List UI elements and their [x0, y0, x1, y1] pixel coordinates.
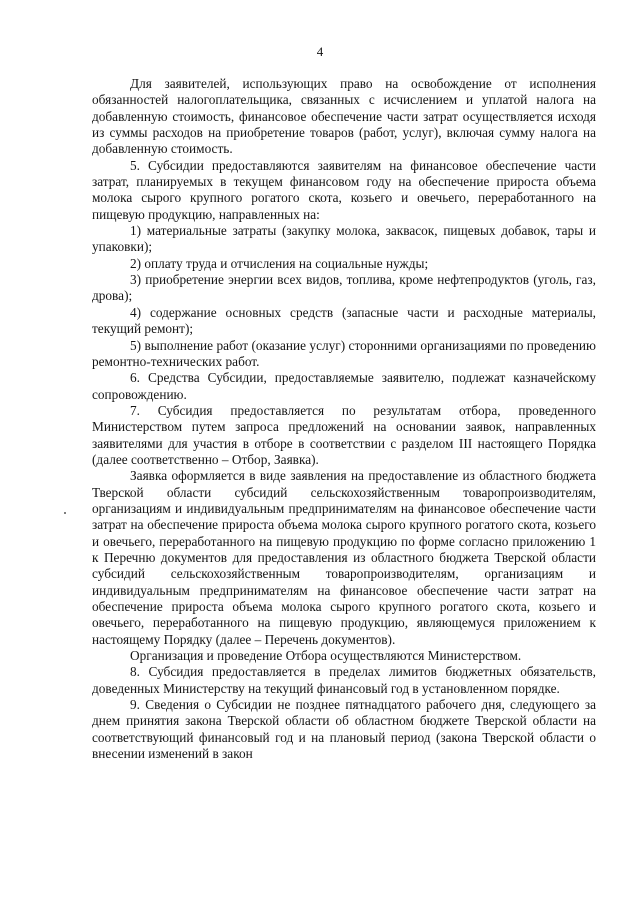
paragraph-subitem-4: 4) содержание основных средств (запасные части и расходные материалы, текущий ремонт);	[92, 304, 596, 337]
margin-mark	[64, 512, 66, 514]
paragraph-application-form: Заявка оформляется в виде заявления на предоставление из областного бюджета Тверской области субсидий сельскохозяйственным товаропроизводителям, организациям и индивидуальным предпринимателям на финансовое обеспечение части затрат на обеспечение прироста объема молока сырого крупного рогатого скота, козьего и овечьего, переработанного на пищевую продукцию по форме согласно приложению 1 к Перечню документов для предоставления из областного бюджета Тверской области субсидий сельскохозяйственным товаропроизводителям, организациям и индивидуальным предпринимателям на финансовое обеспечение части затрат на обеспечение прироста объема молока сырого крупного рогатого скота, козьего и овечьего, переработанного на пищевую продукцию, являющемуся приложением к настоящему Порядку (далее – Перечень документов).	[92, 468, 596, 647]
paragraph-vat-exemption: Для заявителей, использующих право на освобождение от исполнения обязанностей налогоплательщика, связанных с исчислением и уплатой налога на добавленную стоимость, финансовое обеспечение части затрат осуществляется исходя из суммы расходов на приобретение товаров (работ, услуг), включая сумму налога на добавленную стоимость.	[92, 76, 596, 157]
paragraph-item-7: 7. Субсидия предоставляется по результатам отбора, проведенного Министерством путем запроса предложений на основании заявок, направленных заявителями для участия в отборе в соответствии с разделом III настоящего Порядка (далее соответственно – Отбор, Заявка).	[92, 402, 596, 467]
paragraph-subitem-3: 3) приобретение энергии всех видов, топлива, кроме нефтепродуктов (уголь, газ, дрова);	[92, 272, 596, 304]
paragraph-item-6: 6. Средства Субсидии, предоставляемые заявителю, подлежат казначейскому сопровождению.	[92, 370, 596, 402]
paragraph-selection-organization: Организация и проведение Отбора осуществляются Министерством.	[130, 648, 522, 664]
document-body	[92, 76, 596, 762]
paragraph-subitem-5: 5) выполнение работ (оказание услуг) сторонними организациями по проведению ремонтно-технических работ.	[92, 337, 596, 369]
paragraph-item-9: 9. Сведения о Субсидии не позднее пятнадцатого рабочего дня, следующего за днем принятия закона Тверской области об областном бюджете Тверской области на соответствующий финансовый год и на плановый период (закона Тверской области о внесении изменений в закон	[92, 697, 596, 762]
paragraph-item-5: 5. Субсидии предоставляются заявителям на финансовое обеспечение части затрат, планируемых в текущем финансовом году на обеспечение прироста объема молока сырого крупного рогатого скота, козьего и овечьего, переработанного на пищевую продукцию, направленных на:	[92, 157, 596, 222]
paragraph-subitem-1: 1) материальные затраты (закупку молока, заквасок, пищевых добавок, тары и упаковки);	[92, 223, 596, 255]
paragraph-subitem-2: 2) оплату труда и отчисления на социальные нужды;	[130, 255, 429, 271]
paragraph-item-8: 8. Субсидия предоставляется в пределах лимитов бюджетных обязательств, доведенных Министерству на текущий финансовый год в установленном порядке.	[92, 664, 596, 696]
page-number: 4	[316, 44, 324, 59]
